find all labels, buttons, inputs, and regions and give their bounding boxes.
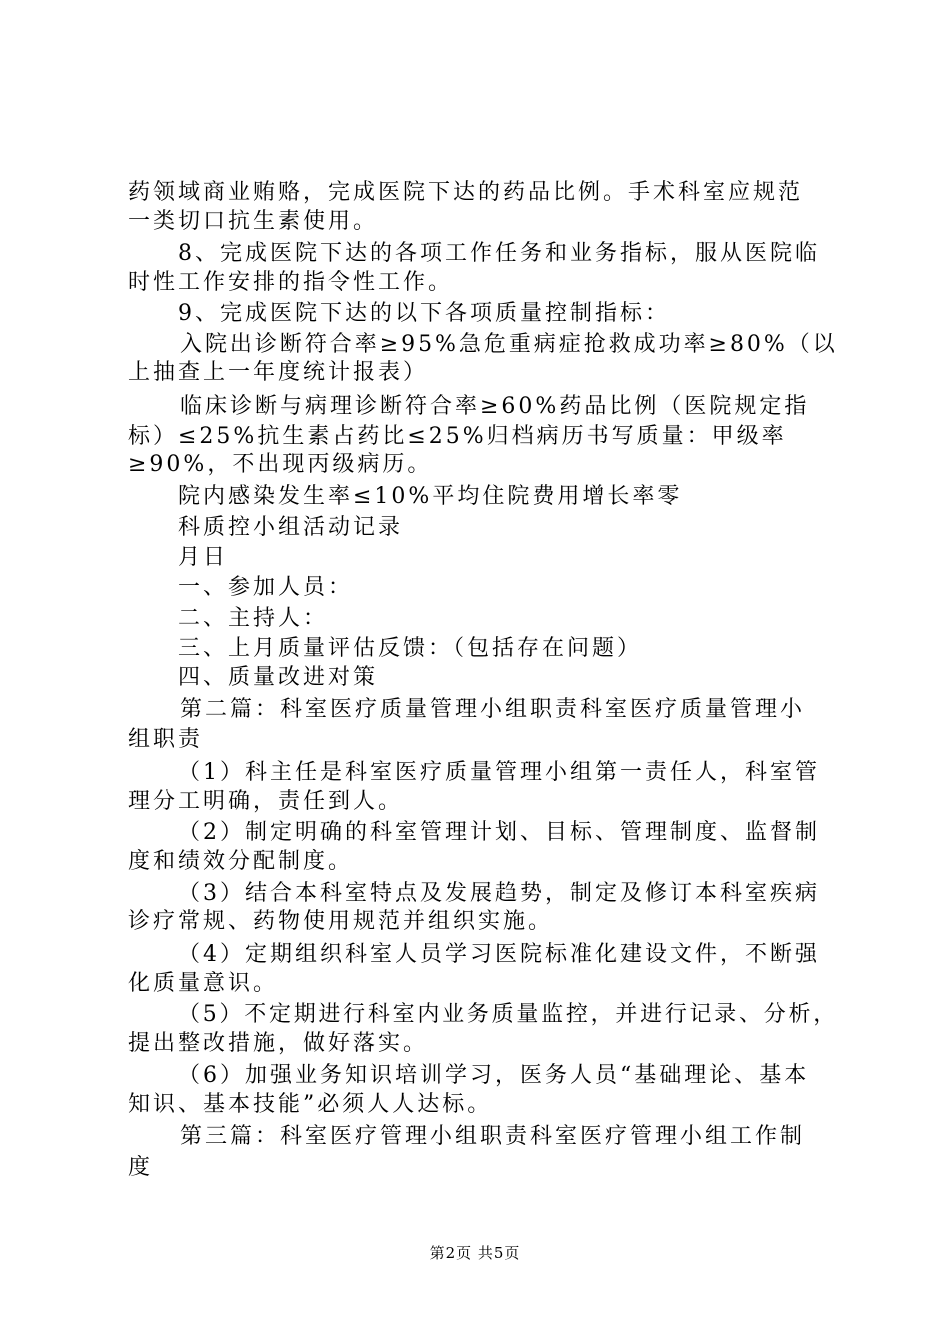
- text-line: 知识、基本技能”必须人人达标。: [128, 1092, 493, 1117]
- text-line: 月日: [178, 545, 229, 570]
- text-line: 诊疗常规、药物使用规范并组织实施。: [128, 909, 554, 934]
- text-line: 入院出诊断符合率≥95%急危重病症抢救成功率≥80%（以: [180, 332, 838, 357]
- text-line: 一类切口抗生素使用。: [128, 209, 379, 234]
- text-line: （3）结合本科室特点及发展趋势，制定及修订本科室疾病: [178, 881, 820, 906]
- text-line: （4）定期组织科室人员学习医院标准化建设文件，不断强: [178, 942, 820, 967]
- text-line: 提出整改措施，做好落实。: [128, 1031, 429, 1056]
- text-line: 度: [128, 1155, 154, 1180]
- text-line: 度和绩效分配制度。: [128, 849, 354, 874]
- text-line: ≥90%，不出现丙级病历。: [128, 452, 433, 477]
- text-line: 二、主持人：: [178, 606, 329, 631]
- text-line: 一、参加人员：: [178, 575, 354, 600]
- text-line: 标）≤25%抗生素占药比≤25%归档病历书写质量：甲级率: [128, 424, 787, 449]
- text-line: 三、上月质量评估反馈：（包括存在问题）: [178, 636, 643, 661]
- text-line: 院内感染发生率≤10%平均住院费用增长率零: [178, 484, 683, 509]
- text-line: 药领域商业贿赂，完成医院下达的药品比例。手术科室应规范: [128, 180, 804, 205]
- text-line: 8、完成医院下达的各项工作任务和业务指标，服从医院临: [178, 241, 820, 266]
- text-line: 理分工明确，责任到人。: [128, 789, 404, 814]
- text-line: （1）科主任是科室医疗质量管理小组第一责任人，科室管: [178, 760, 820, 785]
- text-line: 第二篇：科室医疗质量管理小组职责科室医疗质量管理小: [180, 697, 806, 722]
- text-line: 科质控小组活动记录: [178, 515, 404, 540]
- text-line: （5）不定期进行科室内业务质量监控，并进行记录、分析，: [178, 1002, 838, 1027]
- text-line: 化质量意识。: [128, 971, 279, 996]
- text-line: （6）加强业务知识培训学习，医务人员“基础理论、基本: [178, 1063, 810, 1088]
- text-line: 四、质量改进对策: [178, 665, 379, 690]
- text-line: 时性工作安排的指令性工作。: [128, 270, 454, 295]
- page-footer: 第2页 共5页: [429, 1244, 521, 1262]
- text-line: 第三篇：科室医疗管理小组职责科室医疗管理小组工作制: [180, 1124, 806, 1149]
- text-line: 上抽查上一年度统计报表）: [128, 360, 429, 385]
- text-line: 9、完成医院下达的以下各项质量控制指标：: [178, 301, 670, 326]
- text-line: （2）制定明确的科室管理计划、目标、管理制度、监督制: [178, 820, 820, 845]
- text-line: 临床诊断与病理诊断符合率≥60%药品比例（医院规定指: [180, 394, 810, 419]
- text-line: 组职责: [128, 727, 204, 752]
